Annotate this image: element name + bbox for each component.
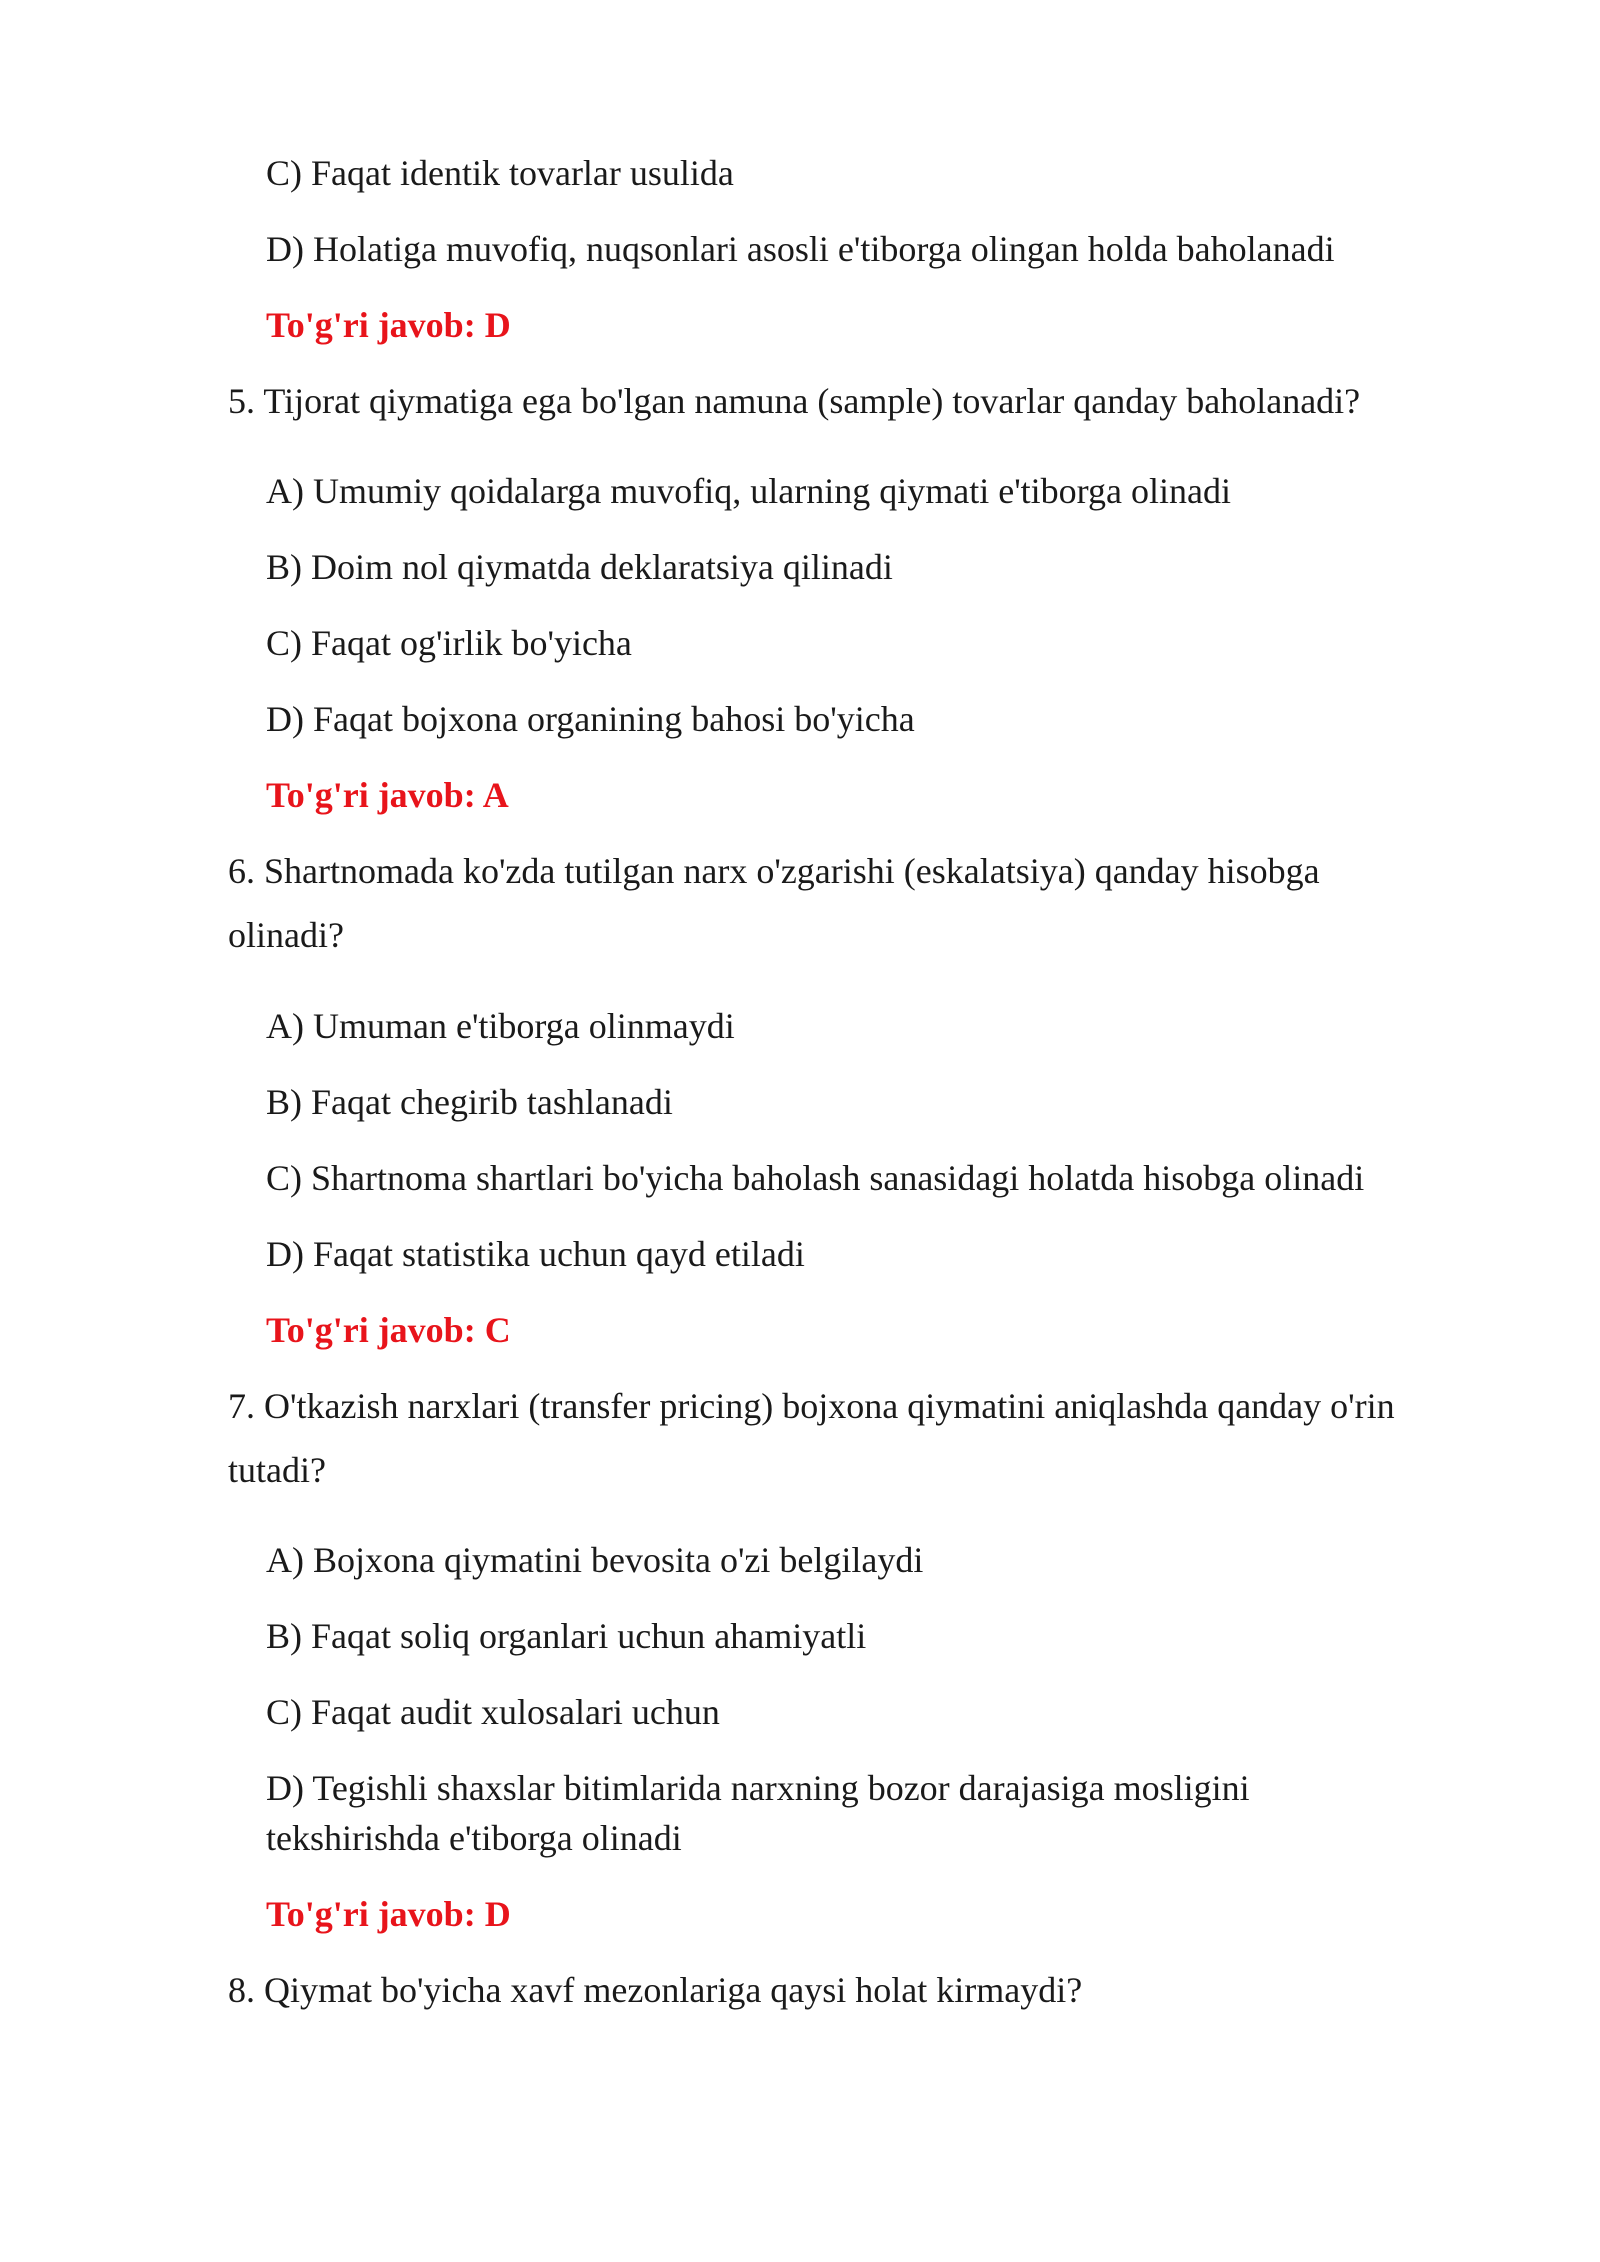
question-6-text: 6. Shartnomada ko'zda tutilgan narx o'zgarishi (eskalatsiya) qanday hisobga [228, 851, 1320, 891]
question-5-text: 5. Tijorat qiymatiga ega bo'lgan namuna (sample) tovarlar qanday baholanadi? [228, 381, 1361, 421]
option-b: B) Doim nol qiymatda deklaratsiya qilinadi [266, 547, 893, 587]
question-7-text: 7. O'tkazish narxlari (transfer pricing) bojxona qiymatini aniqlashda qanday o'rin [228, 1386, 1395, 1426]
question-8-text: 8. Qiymat bo'yicha xavf mezonlariga qaysi holat kirmaydi? [228, 1970, 1083, 2010]
question-6-text-cont: olinadi? [228, 915, 344, 955]
option-c: C) Faqat audit xulosalari uchun [266, 1692, 720, 1732]
option-d-cont: tekshirishda e'tiborga olinadi [266, 1818, 682, 1858]
option-b: B) Faqat soliq organlari uchun ahamiyatli [266, 1616, 867, 1656]
correct-answer: To'g'ri javob: A [266, 775, 509, 815]
correct-answer: To'g'ri javob: D [266, 305, 511, 345]
option-c: C) Shartnoma shartlari bo'yicha baholash sanasidagi holatda hisobga olinadi [266, 1158, 1365, 1198]
option-d: D) Faqat statistika uchun qayd etiladi [266, 1234, 805, 1274]
option-a: A) Umuman e'tiborga olinmaydi [266, 1006, 735, 1046]
correct-answer: To'g'ri javob: D [266, 1894, 511, 1934]
option-d: D) Holatiga muvofiq, nuqsonlari asosli e'tiborga olingan holda baholanadi [266, 229, 1335, 269]
question-7-text-cont: tutadi? [228, 1450, 326, 1490]
option-c: C) Faqat identik tovarlar usulida [266, 153, 734, 193]
option-c: C) Faqat og'irlik bo'yicha [266, 623, 632, 663]
correct-answer: To'g'ri javob: C [266, 1310, 511, 1350]
option-a: A) Umumiy qoidalarga muvofiq, ularning qiymati e'tiborga olinadi [266, 471, 1231, 511]
option-d: D) Faqat bojxona organining bahosi bo'yicha [266, 699, 915, 739]
option-b: B) Faqat chegirib tashlanadi [266, 1082, 673, 1122]
option-a: A) Bojxona qiymatini bevosita o'zi belgilaydi [266, 1540, 924, 1580]
option-d: D) Tegishli shaxslar bitimlarida narxning bozor darajasiga mosligini [266, 1768, 1250, 1808]
